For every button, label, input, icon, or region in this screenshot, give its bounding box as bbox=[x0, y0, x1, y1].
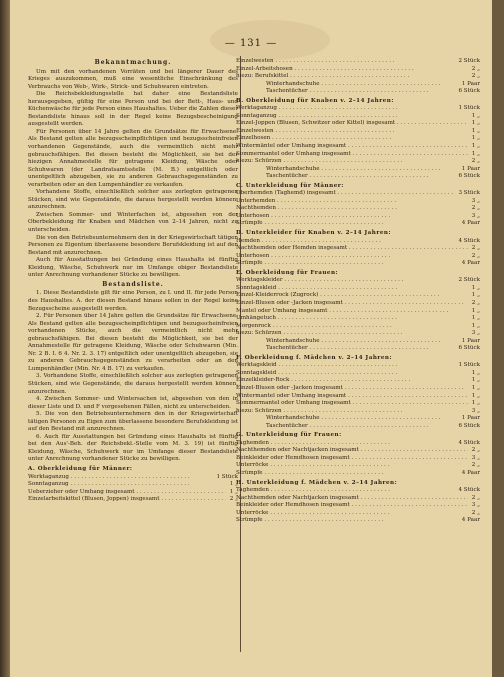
item-quantity: 1 Paar bbox=[461, 80, 480, 87]
list-item bbox=[236, 300, 480, 308]
item-name: Sommermantel oder Umhang insgesamt . . . bbox=[236, 151, 468, 159]
item-name: Beinkleider oder Hemdhosen insgesamt . . . bbox=[236, 502, 468, 510]
list-item bbox=[236, 408, 480, 416]
item-quantity: 2 „ bbox=[471, 158, 480, 165]
item-name: hiezu: Berufskittel . . . bbox=[236, 73, 468, 81]
announcement-body bbox=[28, 69, 238, 280]
item-name: Werktaganzug . . . bbox=[236, 105, 454, 113]
item-quantity: 1 „ bbox=[229, 488, 238, 495]
section-a-continued bbox=[236, 58, 480, 96]
item-quantity: 6 Stück bbox=[458, 422, 480, 429]
item-quantity: 1 „ bbox=[471, 120, 480, 127]
item-quantity: 4 Stück bbox=[458, 487, 480, 494]
item-name: Taschentücher . . . bbox=[266, 88, 454, 96]
item-quantity: 2 „ bbox=[471, 65, 480, 72]
list-item bbox=[236, 81, 480, 89]
item-quantity: 1 „ bbox=[471, 322, 480, 329]
item-name: Nachthemden oder Hemden insgesamt . . . bbox=[236, 245, 468, 253]
item-quantity: 2 „ bbox=[471, 299, 480, 306]
item-quantity: 1 Paar bbox=[461, 337, 480, 344]
list-item bbox=[236, 455, 480, 463]
item-quantity: 1 „ bbox=[471, 135, 480, 142]
item-name: Einzel-Joppen (Blusen, Schwitzer oder Kittel) insgesamt . . . bbox=[236, 120, 468, 128]
list-item bbox=[236, 330, 480, 338]
item-name: Unterhosen . . . bbox=[236, 213, 468, 221]
list-item bbox=[236, 400, 480, 408]
item-name: Taschentücher . . . bbox=[266, 423, 454, 431]
item-quantity: 1 „ bbox=[471, 127, 480, 134]
paragraph: Die Reichsbekleidungsstelle hat daher eine Bestandsliste herausgegeben, gültig für eine Person und bei der Bett-, Haus- und Küchenwäsche für jede Person eines Haushaltes. Ueber die Zahlen dieser Bestandsliste hinaus soll in der Regel keine Bezugsbescheinigung ausgestellt werden. bbox=[28, 91, 238, 128]
item-name: Einzel-Kleiderrock (Zugrock) . . . bbox=[236, 292, 468, 300]
list-item bbox=[236, 502, 480, 510]
item-name: Einzelwesten . . . bbox=[236, 128, 468, 136]
item-name: Morgenrock . . . bbox=[236, 323, 468, 331]
item-quantity: 4 Paar bbox=[461, 260, 480, 267]
item-name: Taschentücher . . . bbox=[266, 345, 454, 353]
item-name: Ueberzieher oder Umhang insgesamt . . . bbox=[28, 489, 226, 497]
item-name: Werktagskleid . . . bbox=[236, 362, 454, 370]
list-item bbox=[236, 143, 480, 151]
item-quantity: 3 „ bbox=[471, 212, 480, 219]
list-item bbox=[236, 370, 480, 378]
item-name: Oberhemden (Taghemd) insgesamt . . . bbox=[236, 190, 454, 198]
item-quantity: 4 Paar bbox=[461, 469, 480, 476]
section-a-rows bbox=[28, 474, 238, 504]
item-quantity: 4 Stück bbox=[458, 439, 480, 446]
list-item bbox=[236, 415, 480, 423]
item-name: hiezu: Schürzen . . . bbox=[236, 158, 468, 166]
item-quantity: 1 „ bbox=[471, 315, 480, 322]
item-name: Nachthemden oder Nachtjacken insgesamt . . . bbox=[236, 495, 468, 503]
page-number: — 131 — bbox=[224, 38, 278, 49]
item-name: Winterhandschuhe . . . bbox=[266, 338, 458, 346]
list-item bbox=[236, 173, 480, 181]
item-quantity: 1 „ bbox=[471, 384, 480, 391]
list-item bbox=[236, 158, 480, 166]
item-name: Taghemden . . . bbox=[236, 487, 454, 495]
item-name: Wintermäntel oder Umhang insgesamt . . . bbox=[236, 143, 468, 151]
list-item bbox=[236, 510, 480, 518]
item-quantity: 1 „ bbox=[471, 307, 480, 314]
section-title: C. Unterkleidung für Männer: bbox=[236, 182, 344, 189]
list-item bbox=[236, 517, 480, 525]
item-quantity: 6 Stück bbox=[458, 88, 480, 95]
numbered-rule: 2. Für Personen über 14 Jahre gelten die Grundsätze für Erwachsene. Als Bestand gelten alle bezugsscheinpflichtigen und bezugsscheinfreien vorhandenen Stücke, auch die vermeintlich nicht mehr gebrauchsfähigen. Bei diesen besteht die Möglichkeit, sie bei der Annahmestelle für getragene Kleidung, Wäsche oder Schuhwaren (Min. Nr. 2 B. I. 6 4. Nr. 2. 3. 17) entgeltlich oder unentgeltlich abzugeben, sie zu anderen Gebrauchsgegenständen zu verarbeiten oder an den Lumpenhändler (Min. Nr. 4 B. 17) zu verkaufen. bbox=[28, 313, 238, 372]
item-quantity: 4 Paar bbox=[461, 517, 480, 524]
section-title: D. Unterkleider für Knaben v. 2–14 Jahren: bbox=[236, 230, 392, 237]
list-item bbox=[28, 496, 238, 504]
item-quantity: 1 „ bbox=[471, 292, 480, 299]
list-item bbox=[236, 151, 480, 159]
item-quantity: 1 Paar bbox=[461, 415, 480, 422]
list-item bbox=[236, 260, 480, 268]
paragraph: Zwischen Sommer- und Winterfachen ist, abgesehen von der Oberbekleidung für Knaben und Mädchen von 2–14 Jahren, nicht zu unterscheiden. bbox=[28, 211, 238, 234]
item-quantity: 2 „ bbox=[471, 205, 480, 212]
item-name: Unterhemden . . . bbox=[236, 198, 468, 206]
item-name: Sommermantel oder Umhang insgesamt . . . bbox=[236, 400, 468, 408]
list-item bbox=[236, 120, 480, 128]
item-quantity: 3 „ bbox=[471, 197, 480, 204]
section-title: G. Unterkleidung für Frauen: bbox=[236, 432, 342, 439]
item-quantity: 1 „ bbox=[471, 143, 480, 150]
item-name: Strümpfe . . . bbox=[236, 470, 458, 478]
list-item bbox=[236, 198, 480, 206]
item-quantity: 1 Stück bbox=[216, 473, 238, 480]
item-name: Einzelwesten . . . bbox=[236, 58, 454, 66]
list-item bbox=[28, 489, 238, 497]
item-quantity: 1 „ bbox=[471, 369, 480, 376]
list-item bbox=[236, 73, 480, 81]
list-item bbox=[236, 362, 480, 370]
item-name: Mantel oder Umhang insgesamt . . . bbox=[236, 308, 468, 316]
list-item bbox=[236, 385, 480, 393]
book-spine bbox=[0, 0, 10, 677]
item-quantity: 6 Stück bbox=[458, 345, 480, 352]
list-item bbox=[236, 345, 480, 353]
numbered-rule: 1. Diese Bestandsliste gilt für eine Person, zu I. und II. für jede Person des Haushaltes. A. der diesen Bestand hinaus sollen in der Regel keine Bezugsscheine ausgestellt werden. bbox=[28, 290, 238, 312]
list-item bbox=[236, 323, 480, 331]
right-column bbox=[236, 58, 480, 525]
item-name: Beinkleider oder Hemdhosen insgesamt . . . bbox=[236, 455, 468, 463]
item-quantity: 2 „ bbox=[471, 494, 480, 501]
list-item bbox=[236, 113, 480, 121]
item-quantity: 3 Stück bbox=[458, 190, 480, 197]
item-name: Strümpfe . . . bbox=[236, 220, 458, 228]
list-item bbox=[236, 447, 480, 455]
item-name: hiezu: Schürzen . . . bbox=[236, 408, 468, 416]
item-name: Werktaganzug . . . bbox=[28, 474, 212, 482]
list-item bbox=[236, 315, 480, 323]
list-item bbox=[236, 487, 480, 495]
item-quantity: 1 Paar bbox=[461, 165, 480, 172]
item-name: Strümpfe . . . bbox=[236, 260, 458, 268]
paragraph: Vorhandene Stoffe, einschließlich solcher aus zerlegten getragenen Stücken, sind wie Gegenstände, die daraus hergestellt werden können, anzurechnen. bbox=[28, 189, 238, 211]
list-item bbox=[236, 377, 480, 385]
list-item bbox=[236, 213, 480, 221]
section-title: F. Oberkleidung f. Mädchen v. 2–14 Jahren: bbox=[236, 354, 393, 361]
item-quantity: 6 Stück bbox=[458, 173, 480, 180]
item-quantity: 3 „ bbox=[471, 454, 480, 461]
item-name: Winterhandschuhe . . . bbox=[266, 166, 458, 174]
list-item bbox=[236, 205, 480, 213]
list-item bbox=[236, 166, 480, 174]
list-item bbox=[236, 495, 480, 503]
paragraph: Für Personen über 14 Jahre gelten die Grundsätze für Erwachsene. Als Bestand gelten alle bezugsscheinpflichtigen und bezugsscheinfreien vorhandenen Gegenstände, auch die vermeintlich nicht mehr gebrauchsfähigen. Bei diesen besteht die Möglichkeit, sie bei der hiezigen Annahmestelle für getragene Kleidung, Wäsche oder Schuhwaren (der Landratsamtsstelle (M. B.) entgeltlich oder unentgeltlich abzugeben, sie zu anderen Gebrauchsgegenständen zu verarbeiten oder an den Lumpenhändler zu verkaufen. bbox=[28, 128, 238, 188]
announcement-heading: Bekanntmachung. bbox=[94, 59, 172, 66]
item-name: Sonntaganzug . . . bbox=[28, 481, 226, 489]
item-name: Nachthemden . . . bbox=[236, 205, 468, 213]
list-item bbox=[236, 105, 480, 113]
section-title: B. Oberkleidung für Knaben v. 2–14 Jahren: bbox=[236, 97, 394, 104]
list-item bbox=[236, 440, 480, 448]
section-title: H. Unterkleidung f. Mädchen v. 2–14 Jahren: bbox=[236, 479, 398, 486]
item-name: hiezu: Schürzen . . . bbox=[236, 330, 468, 338]
inventory-heading: Bestandsliste. bbox=[102, 280, 164, 288]
item-name: Einzel-Blusen oder -Jacken insgesamt . . . bbox=[236, 300, 468, 308]
item-quantity: 3 „ bbox=[471, 502, 480, 509]
inventory-rules bbox=[28, 290, 238, 464]
item-name: Nachthemden oder Nachtjacken insgesamt . . . bbox=[236, 447, 468, 455]
list-item bbox=[236, 135, 480, 143]
item-quantity: 1 „ bbox=[471, 392, 480, 399]
item-quantity: 2 „ bbox=[471, 509, 480, 516]
list-item bbox=[236, 338, 480, 346]
item-quantity: 1 Stück bbox=[458, 105, 480, 112]
item-quantity: 2 „ bbox=[471, 73, 480, 80]
item-name: Sonntagskleid . . . bbox=[236, 370, 468, 378]
item-quantity: 3 „ bbox=[471, 330, 480, 337]
numbered-rule: 5. Die von den Betriebsunternehmern den in der Kriegswirtschaft tätigen Personen zu Eigen zum überlassene besondere Berufskleidung ist auf den Bestand mit anzurechnen. bbox=[28, 411, 238, 433]
list-item bbox=[236, 88, 480, 96]
list-item bbox=[236, 66, 480, 74]
item-name: Taghemden . . . bbox=[236, 440, 454, 448]
item-quantity: 1 Stück bbox=[458, 362, 480, 369]
item-name: Wintermantel oder Umhang insgesamt . . . bbox=[236, 393, 468, 401]
item-quantity: 2 Stück bbox=[458, 58, 480, 64]
item-name: Einzel-Blusen oder -Jacken insgesamt . . . bbox=[236, 385, 468, 393]
item-name: Sonntaganzug . . . bbox=[236, 113, 468, 121]
item-quantity: 1 „ bbox=[471, 284, 480, 291]
section-title: E. Oberkleidung für Frauen: bbox=[236, 269, 339, 276]
list-item bbox=[236, 128, 480, 136]
clothing-sections bbox=[236, 98, 480, 525]
list-item bbox=[236, 285, 480, 293]
list-item bbox=[236, 462, 480, 470]
item-name: Umhängetuch . . . bbox=[236, 315, 468, 323]
item-name: Winterhandschuhe . . . bbox=[266, 81, 458, 89]
item-quantity: 4 Stück bbox=[458, 237, 480, 244]
item-name: Einzel-Arbeitshosen . . . bbox=[236, 66, 468, 74]
numbered-rule: 6. Auch für Ausstattungen bei Gründung eines Haushalts ist fünftig bei den Aus'-Beh. der Reichsbekl.-Stelle vom M. 3. 19) ist fünftig Kleidung, Wäsche, Schuhwerk nur im Umfange dieser Bestandsliste unter Anrechnung vorhandener Stücke zu bewilligen. bbox=[28, 433, 238, 463]
numbered-rule: 3. Vorhandene Stoffe, einschließlich solcher aus zerlegten getragenen Stücken, sind wie Gegenstände, die daraus hergestellt werden können, anzurechnen. bbox=[28, 373, 238, 395]
item-quantity: 3 „ bbox=[471, 407, 480, 414]
list-item bbox=[236, 220, 480, 228]
item-quantity: 2 „ bbox=[471, 245, 480, 252]
item-name: Einzelkleider-Rock . . . bbox=[236, 377, 468, 385]
item-name: Unterröcke . . . bbox=[236, 462, 468, 470]
item-quantity: 2 „ bbox=[471, 447, 480, 454]
item-quantity: 1 „ bbox=[471, 400, 480, 407]
item-name: Winterhandschuhe . . . bbox=[266, 415, 458, 423]
item-name: Taschentücher . . . bbox=[266, 173, 454, 181]
list-item bbox=[236, 253, 480, 261]
list-item bbox=[236, 238, 480, 246]
item-name: Hemden . . . bbox=[236, 238, 454, 246]
list-item bbox=[236, 58, 480, 66]
numbered-rule: 4. Zwischen Sommer- und Wintersachen ist, abgesehen von den in dieser Liste und D. und F vorgesehenen Fällen, nicht zu unterscheiden. bbox=[28, 396, 238, 410]
item-quantity: 2 Stück bbox=[458, 277, 480, 284]
document-page bbox=[10, 0, 492, 677]
item-name: Werktagskleider . . . bbox=[236, 277, 454, 285]
paragraph: Die von den Betriebsunternehmern den in der Kriegswirtschaft tätigen Personen zu Eigentum überlassene besondere Berufskleidung ist auf den Bestand mit anzurechnen. bbox=[28, 234, 238, 256]
paragraph: Um mit den vorhandenen Vorräten und bei längerer Dauer des Krieges auszukommen, muß eine wesentliche Einschränkung des Verbrauchs von Web-, Wirk-, Strick- und Schuhwaren eintreten. bbox=[28, 68, 238, 90]
item-name: Unterhosen . . . bbox=[236, 253, 468, 261]
item-quantity: 1 „ bbox=[471, 377, 480, 384]
item-quantity: 2 „ bbox=[229, 496, 238, 503]
item-quantity: 4 Paar bbox=[461, 220, 480, 227]
item-quantity: 1 „ bbox=[229, 481, 238, 488]
item-quantity: 2 „ bbox=[471, 462, 480, 469]
item-name: Einzelarbeitskittel (Blusen, Joppen) insgesamt . . . bbox=[28, 496, 226, 504]
item-name: Unterröcke . . . bbox=[236, 510, 468, 518]
list-item bbox=[28, 481, 238, 489]
item-quantity: 1 „ bbox=[471, 150, 480, 157]
list-item bbox=[236, 308, 480, 316]
left-column bbox=[28, 58, 238, 504]
list-item bbox=[236, 245, 480, 253]
list-item bbox=[236, 470, 480, 478]
list-item bbox=[236, 423, 480, 431]
section-title: A. Oberkleidung für Männer: bbox=[28, 465, 133, 472]
item-quantity: 1 „ bbox=[471, 112, 480, 119]
list-item bbox=[236, 190, 480, 198]
item-quantity: 2 „ bbox=[471, 252, 480, 259]
list-item bbox=[236, 277, 480, 285]
paragraph: Auch für Ausstattungen bei Gründung eines Haushalts ist fünftig Kleidung, Wäsche, Schuhwerk nur im Umfange obiger Bestandsliste unter Anrechnung vorhandener Stücke zu bewilligen. bbox=[28, 257, 238, 279]
list-item bbox=[28, 474, 238, 482]
list-item bbox=[236, 292, 480, 300]
item-name: Strümpfe . . . bbox=[236, 517, 458, 525]
list-item bbox=[236, 393, 480, 401]
item-name: Sonntagskleid . . . bbox=[236, 285, 468, 293]
item-name: Einzelhosen . . . bbox=[236, 135, 468, 143]
